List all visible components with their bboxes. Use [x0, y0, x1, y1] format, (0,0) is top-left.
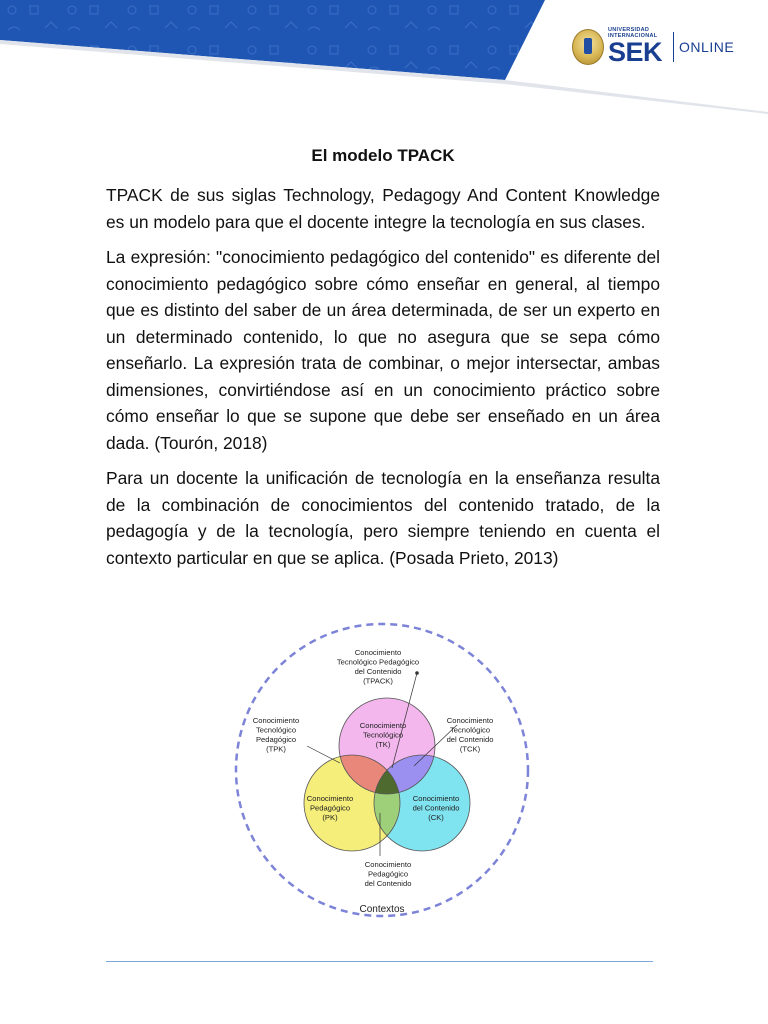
label-tpack-line-2: del Contenido	[354, 667, 402, 676]
leader-dot	[415, 671, 419, 675]
label-tck-line-2: del Contenido	[446, 735, 494, 744]
label-tpack-line-1: Tecnológico Pedagógico	[336, 657, 420, 667]
document-body	[106, 146, 660, 580]
label-tpk-line-3: (TPK)	[266, 744, 286, 754]
logo-line-universidad: UNIVERSIDAD	[608, 27, 650, 33]
paragraph-definition: La expresión: "conocimiento pedagógico del contenido" es diferente del conocimiento pedagógico sobre cómo enseñar en general, al tiempo que es distinto del saber de un área determinada, de ser un experto en un determinado contenido, lo que no asegura que se sepa cómo enseñarlo. La expresión trata de combinar, o mejor intersectar, ambas dimensiones, convirtiéndose así en un conocimiento práctico sobre cómo enseñar lo que se supone que debe ser enseñado en un área dada. (Tourón, 2018)	[106, 247, 660, 453]
label-tpack-line-0: Conocimiento	[354, 648, 402, 657]
label-tpk-line-1: Tecnológico	[255, 725, 297, 735]
footer-rule	[106, 961, 653, 962]
university-seal-icon	[572, 29, 604, 65]
paragraph-unification: Para un docente la unificación de tecnología en la enseñanza resulta de la combinación de conocimientos del contenido tratado, de la pedagogía y de la tecnología, pero siempre teniendo en cuenta el contexto particular en que se aplica. (Posada Prieto, 2013)	[106, 468, 660, 568]
label-tpk-line-0: Conocimiento	[252, 716, 300, 725]
label-tck-line-0: Conocimiento	[446, 716, 494, 725]
tpack-venn-diagram	[232, 618, 532, 923]
document-title: El modelo TPACK	[311, 146, 455, 165]
label-tk-line-1: Tecnológico	[362, 730, 404, 740]
university-logo	[572, 26, 734, 68]
label-pk-line-0: Conocimiento	[306, 794, 354, 803]
label-pk-line-2: (PK)	[322, 813, 338, 822]
label-pck-line-0: Conocimiento	[364, 860, 412, 869]
label-tpk-line-2: Pedagógico	[255, 735, 297, 744]
leader-tpk	[307, 746, 340, 763]
label-tk-line-2: (TK)	[375, 740, 391, 749]
label-tck-line-3: (TCK)	[459, 744, 481, 754]
label-pk-line-1: Pedagógico	[309, 803, 351, 813]
paragraph-intro: TPACK de sus siglas Technology, Pedagogy And Content Knowledge es un modelo para que el docente integre la tecnología en sus clases.	[106, 185, 660, 232]
label-pck-line-2: del Contenido	[364, 879, 412, 888]
logo-sek: SEK	[608, 37, 663, 67]
label-ck-line-2: (CK)	[428, 813, 444, 822]
label-tk-line-0: Conocimiento	[359, 721, 407, 730]
label-contextos: Contextos	[359, 904, 405, 915]
label-tck-line-1: Tecnológico	[449, 725, 491, 735]
header-pattern-band	[0, 0, 545, 80]
label-tpack-line-3: (TPACK)	[363, 676, 393, 686]
logo-line-internacional: INTERNACIONAL	[608, 32, 658, 39]
label-ck-line-1: del Contenido	[412, 803, 460, 813]
logo-online: ONLINE	[679, 39, 735, 55]
label-pck-line-1: Pedagógico	[367, 869, 409, 879]
label-ck-line-0: Conocimiento	[412, 794, 460, 803]
logo-divider	[673, 32, 674, 62]
